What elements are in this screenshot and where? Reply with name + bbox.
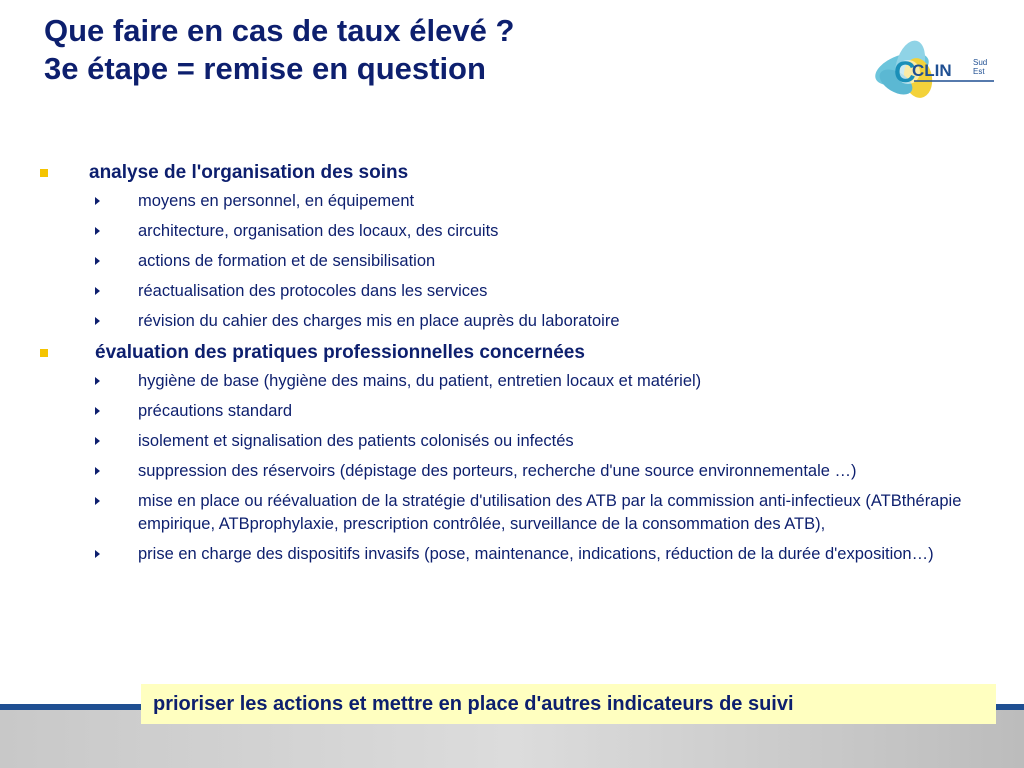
triangle-bullet-icon <box>95 197 100 205</box>
logo-text-sud: Sud <box>973 58 988 67</box>
logo-text-main: CLIN <box>912 61 952 80</box>
svg-text:C: C <box>894 56 916 89</box>
square-bullet-icon <box>40 169 48 177</box>
list-item: actions de formation et de sensibilisation <box>40 250 990 273</box>
triangle-bullet-icon <box>95 497 100 505</box>
triangle-bullet-icon <box>95 407 100 415</box>
bullet-list <box>40 190 990 333</box>
bullet-list <box>40 370 990 566</box>
list-item: architecture, organisation des locaux, des circuits <box>40 220 990 243</box>
triangle-bullet-icon <box>95 437 100 445</box>
list-item: révision du cahier des charges mis en place auprès du laboratoire <box>40 310 990 333</box>
triangle-bullet-icon <box>95 257 100 265</box>
list-item: mise en place ou réévaluation de la stratégie d'utilisation des ATB par la commission anti-infectieux (ATBthérapie empirique, ATBprophylaxie, prescription contrôlée, surveillance de la consommation des ATB), <box>40 490 990 536</box>
list-item: prise en charge des dispositifs invasifs (pose, maintenance, indications, réduction de la durée d'exposition…) <box>40 543 990 566</box>
triangle-bullet-icon <box>95 227 100 235</box>
list-item: hygiène de base (hygiène des mains, du patient, entretien locaux et matériel) <box>40 370 990 393</box>
list-item: suppression des réservoirs (dépistage des porteurs, recherche d'une source environnementale …) <box>40 460 990 483</box>
slide-title-line-2: 3e étape = remise en question <box>44 51 486 86</box>
section-heading: évaluation des pratiques professionnelles concernées <box>95 342 585 363</box>
slide-body <box>40 160 990 573</box>
triangle-bullet-icon <box>95 467 100 475</box>
section-evaluation <box>40 340 990 566</box>
square-bullet-icon <box>40 349 48 357</box>
list-item: réactualisation des protocoles dans les services <box>40 280 990 303</box>
section-organisation <box>40 160 990 333</box>
slide-title-line-1: Que faire en cas de taux élevé ? <box>44 13 515 48</box>
slide-title <box>44 12 514 88</box>
cclin-logo <box>872 36 998 102</box>
triangle-bullet-icon <box>95 287 100 295</box>
triangle-bullet-icon <box>95 377 100 385</box>
triangle-bullet-icon <box>95 550 100 558</box>
list-item: moyens en personnel, en équipement <box>40 190 990 213</box>
list-item: précautions standard <box>40 400 990 423</box>
logo-text-est: Est <box>973 67 985 76</box>
list-item: isolement et signalisation des patients colonisés ou infectés <box>40 430 990 453</box>
section-heading: analyse de l'organisation des soins <box>89 162 409 183</box>
triangle-bullet-icon <box>95 317 100 325</box>
conclusion-banner: prioriser les actions et mettre en place d'autres indicateurs de suivi <box>141 684 996 724</box>
